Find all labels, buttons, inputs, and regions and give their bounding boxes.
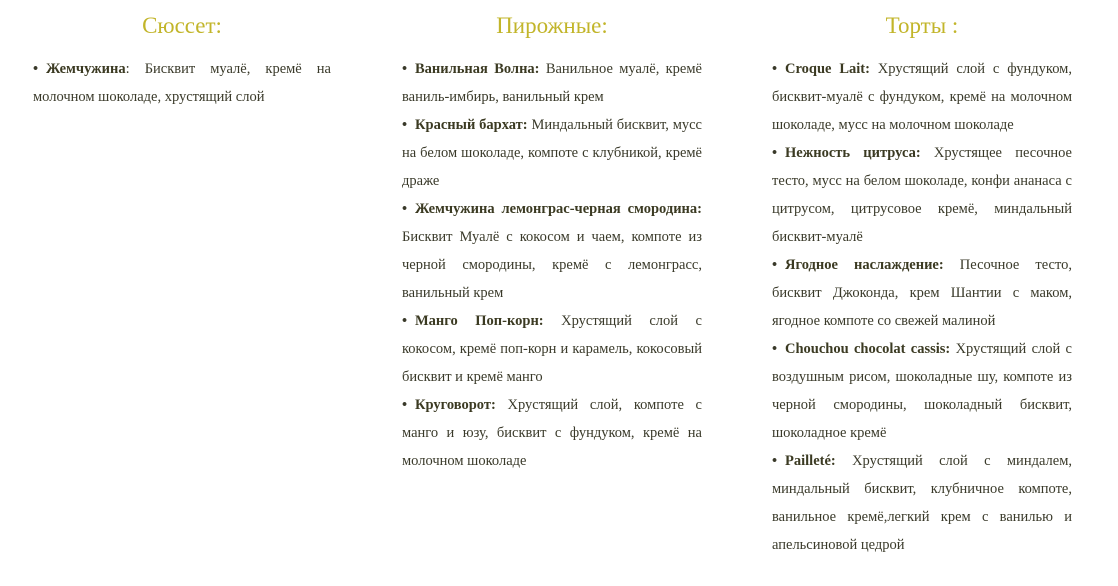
item-description: Хрустящий слой, компоте с манго и юзу, бисквит с фундуком, кремё на молочном шоколаде xyxy=(402,397,702,469)
column-title-pastries: Пирожные: xyxy=(496,13,608,38)
item-list-sussets xyxy=(33,55,331,111)
column-title-cakes: Торты : xyxy=(885,13,959,38)
item-name: Ванильная Волна: xyxy=(415,61,540,77)
item-name: Круговорот: xyxy=(415,397,496,413)
column-sussets xyxy=(33,0,331,111)
list-item xyxy=(402,195,702,307)
item-separator: : xyxy=(125,61,130,77)
list-item xyxy=(772,55,1072,139)
item-name: Манго Поп-корн: xyxy=(415,313,544,329)
item-name: Жемчужина xyxy=(46,61,126,77)
bullet-icon: • xyxy=(772,257,778,273)
item-name: Croque Lait: xyxy=(785,61,870,77)
item-name: Ягодное наслаждение: xyxy=(785,257,944,273)
bullet-icon: • xyxy=(33,61,39,77)
item-name: Нежность цитруса: xyxy=(785,145,921,161)
item-description: Бисквит Муалё с кокосом и чаем, компоте из черной смородины, кремё с лемонграсс, ванильный крем xyxy=(402,229,702,301)
item-description: Ванильное муалё, кремё ваниль-имбирь, ванильный крем xyxy=(402,61,702,105)
item-name: Красный бархат: xyxy=(415,117,528,133)
bullet-icon: • xyxy=(772,61,778,77)
item-description: Бисквит муалё, кремё на молочном шоколаде, хрустящий слой xyxy=(33,61,331,105)
list-item xyxy=(33,55,331,111)
bullet-icon: • xyxy=(402,397,408,413)
bullet-icon: • xyxy=(402,201,408,217)
item-description: Хрустящий слой с фундуком, бисквит-муалё с фундуком, кремё на молочном шоколаде, мусс на молочном шоколаде xyxy=(772,61,1072,133)
item-name: Жемчужина лемонграс-черная смородина: xyxy=(415,201,702,217)
column-title-sussets: Сюссет: xyxy=(142,13,222,38)
bullet-icon: • xyxy=(402,117,408,133)
item-name: Pailleté: xyxy=(785,453,836,469)
list-item xyxy=(772,447,1072,559)
bullet-icon: • xyxy=(772,145,778,161)
list-item xyxy=(402,307,702,391)
column-cakes xyxy=(772,0,1072,559)
list-item xyxy=(772,139,1072,251)
item-description: Миндальный бисквит, мусс на белом шоколаде, компоте с клубникой, кремё драже xyxy=(402,117,702,189)
item-description: Песочное тесто, бисквит Джоконда, крем Шантии с маком, ягодное компоте со свежей малиной xyxy=(772,257,1072,329)
bullet-icon: • xyxy=(402,61,408,77)
list-item xyxy=(402,391,702,475)
column-pastries xyxy=(402,0,702,475)
item-list-pastries xyxy=(402,55,702,475)
item-description: Хрустящий слой с воздушным рисом, шоколадные шу, компоте из черной смородины, шоколадный бисквит, шоколадное кремё xyxy=(772,341,1072,441)
item-description: Хрустящий слой с кокосом, кремё поп-корн и карамель, кокосовый бисквит и кремё манго xyxy=(402,313,702,385)
item-description: Хрустящее песочное тесто, мусс на белом шоколаде, конфи ананаса с цитрусом, цитрусовое кремё, миндальный бисквит-муалё xyxy=(772,145,1072,245)
bullet-icon: • xyxy=(402,313,408,329)
list-item xyxy=(402,55,702,111)
item-name: Chouchou chocolat cassis: xyxy=(785,341,951,357)
bullet-icon: • xyxy=(772,341,778,357)
item-description: Хрустящий слой с миндалем, миндальный бисквит, клубничное компоте, ванильное кремё,легкий крем с ванилью и апельсиновой цедрой xyxy=(772,453,1072,553)
list-item xyxy=(772,335,1072,447)
list-item xyxy=(772,251,1072,335)
list-item xyxy=(402,111,702,195)
item-list-cakes xyxy=(772,55,1072,559)
bullet-icon: • xyxy=(772,453,778,469)
